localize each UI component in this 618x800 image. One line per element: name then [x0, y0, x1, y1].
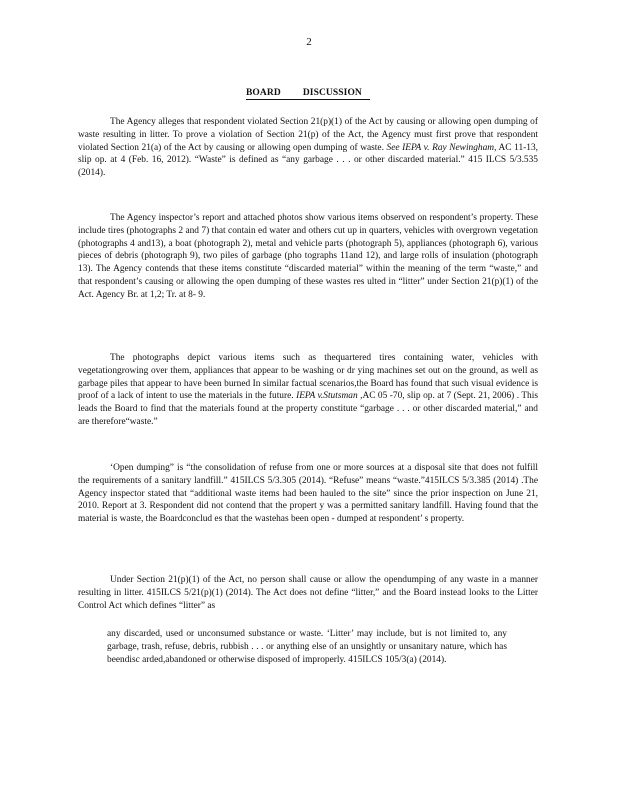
section-heading: [246, 88, 370, 100]
heading-word-discussion: DISCUSSION: [302, 88, 362, 98]
paragraph-litter-section: Under Section 21(p)(1) of the Act, no person shall cause or allow the opendumping of any waste in a manner resulting in litter. 415ILCS 5/21(p)(1) (2014). The Act does not define “litter,” and the Board instead looks to the Litter Control Act which defines “litter” as: [78, 575, 538, 611]
paragraph-open-dumping-allegation: [78, 116, 538, 180]
paragraph-text: ,AC 05 -70, slip op. at 7 (Sept. 21, 2006) . This leads the Board to find that the materials found at the property constitute “garbage . . . or other discarded material,” and are therefore“waste.”: [78, 391, 539, 427]
page-number: 2: [306, 36, 312, 48]
paragraph-open-dumping-definition: ‘Open dumping” is “the consolidation of refuse from one or more sources at a disposal site that does not fulfill the requirements of a sanitary landfill.” 415ILCS 5/3.305 (2014). “Refuse” means “waste.”415ILCS 5/3.385 (2014) .The Agency inspector stated that “additional waste items had been hauled to the site” since the prior inspection on June 21, 2010. Report at 3. Respondent did not contend that the propert y was a permitted sanitary landfill. Having found that the material is waste, the Boardconclud es that the wastehas been open - dumped at respondent’ s property.: [78, 463, 538, 525]
signal-see: See: [386, 142, 400, 153]
paragraph-text: The Agency alleges that respondent violated Section 21(p)(1) of the Act by causing or allowing open dumping of waste resulting in litter. To prove a violation of Section 21(p) of the Act, the Agency must first prove that respondent violated Section 21(a) of the Act by causing or allowing open dumping of waste.: [78, 117, 538, 153]
paragraph-photographs: [78, 352, 538, 429]
case-citation: IEPA v.Stutsman: [296, 391, 358, 402]
paragraph-inspector-report: The Agency inspector’s report and attached photos show various items observed on respondent’s property. These include tires (photographs 2 and 7) that contain ed water and others cut up in quarters, vehicles with overgrown vegetation (photographs 4 and13), a boat (photograph 2), metal and vehicle parts (photograph 5), appliances (photograph 6), various pieces of debris (photograph 9), two piles of garbage (pho tographs 11and 12), and large rolls of insulation (photograph 13). The Agency contends that these items constitute “discarded material” within the meaning of the term “waste,” and that respondent’s causing or allowing the open dumping of these wastes res ulted in “litter” under Section 21(p)(1) of the Act. Agency Br. at 1,2; Tr. at 8- 9.: [78, 213, 538, 300]
paragraph-text: , AC 11-13, slip op. at 4 (Feb. 16, 2012). “Waste” is defined as “any garbage . . . or other discarded material.” 415 ILCS 5/3.535 (2014).: [78, 142, 539, 179]
block-quote-litter-definition: any discarded, used or unconsumed substance or waste. ‘Litter’ may include, but is not limited to, any garbage, trash, refuse, debris, rubbish . . . or anything else of an unsightly or unsanitary nature, which has beendisc arded,abandoned or otherwise disposed of improperly. 415ILCS 105/3(a) (2014).: [107, 629, 507, 665]
heading-word-board: BOARD: [246, 88, 281, 98]
paragraph-text: The photographs depict various items such as thequartered tires containing water, vehicles with vegetationgrowing over them, appliances that appear to be washing or dr ying machines set out on the ground, as well as garbage piles that appear to have been burned In similar factual scenarios,the Board has found that such visual evidence is proof of a lack of intent to use the materials in the future.: [78, 353, 538, 402]
case-citation: IEPA v. Ray Newingham: [402, 142, 495, 153]
